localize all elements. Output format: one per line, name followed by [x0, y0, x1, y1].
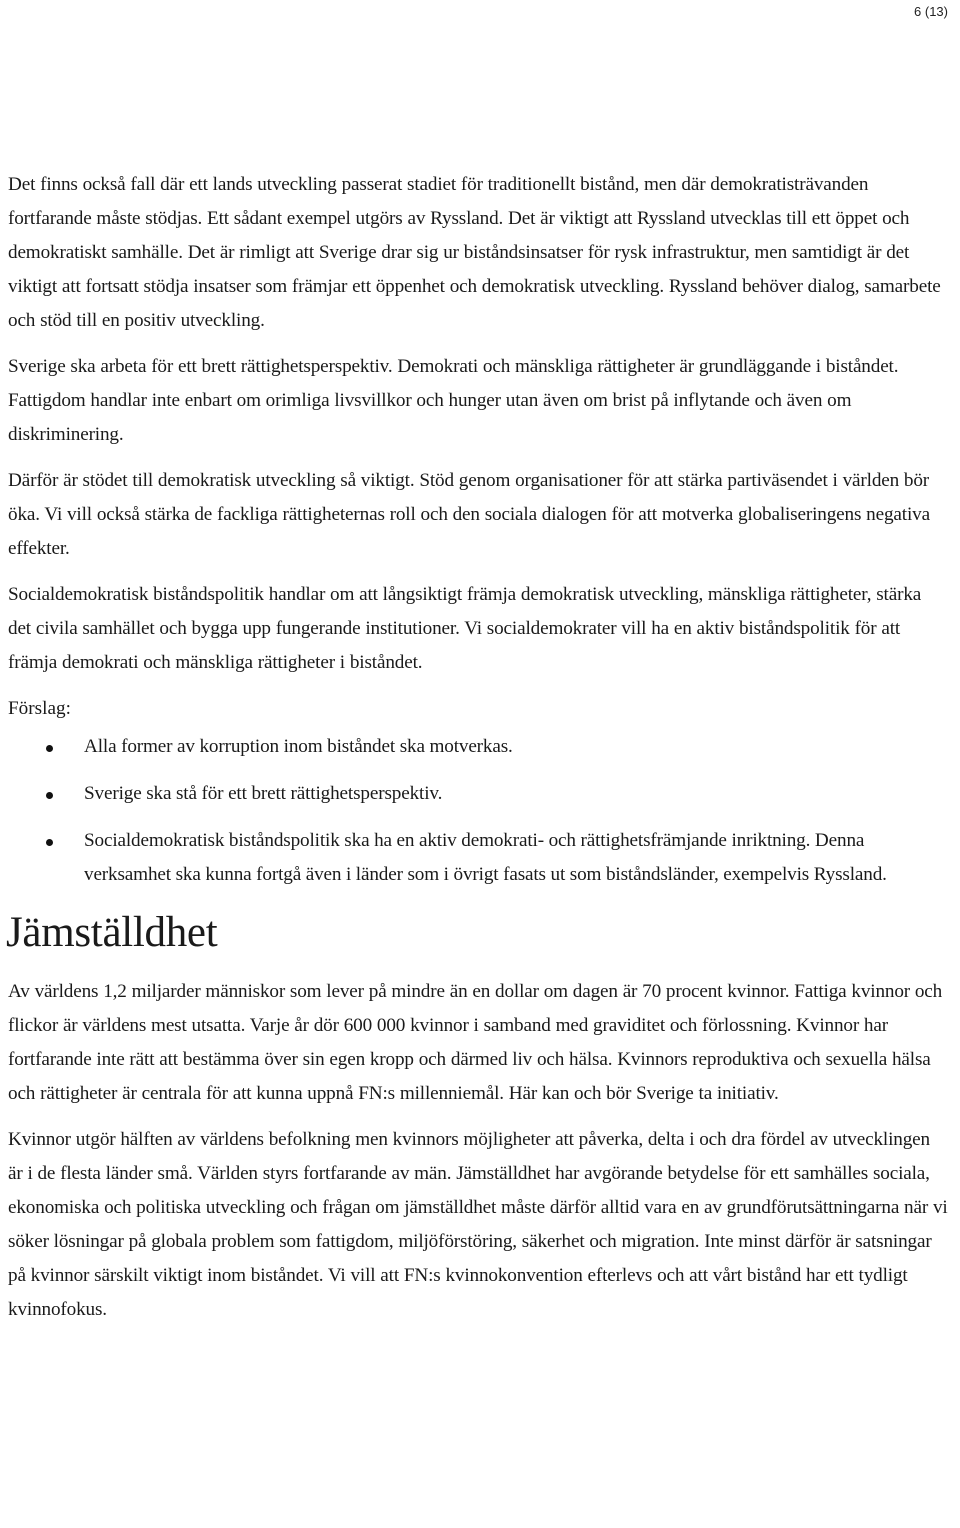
- bullet-icon: [46, 839, 53, 846]
- paragraph-democracy-support: Därför är stödet till demokratisk utveckling så viktigt. Stöd genom organisationer för att stärka partiväsendet i världen bör öka. Vi vill också stärka de fackliga rättigheternas roll och den sociala dialogen för att motverka globaliseringens negativa effekter.: [8, 470, 930, 559]
- document-body: [8, 168, 948, 1339]
- list-item: [8, 730, 948, 764]
- page-number: 6 (13): [914, 4, 948, 19]
- section-heading: Jämställdhet: [6, 909, 218, 956]
- list-item-text: Sverige ska stå för ett brett rättighetsperspektiv.: [84, 783, 443, 804]
- proposals-label: Förslag:: [8, 698, 71, 719]
- paragraph-social-democratic-policy: Socialdemokratisk biståndspolitik handlar om att långsiktigt främja demokratisk utveckling, mänskliga rättigheter, stärka det civila samhället och bygga upp fungerande institutioner. Vi socialdemokrater vill ha en aktiv biståndspolitik för att främja demokrati och mänskliga rättigheter i biståndet.: [8, 584, 922, 673]
- bullet-icon: [46, 745, 53, 752]
- list-item-text: Socialdemokratisk biståndspolitik ska ha en aktiv demokrati- och rättighetsfrämjande inriktning. Denna verksamhet ska kunna fortgå även i länder som i övrigt fasats ut som biståndsländer, exempelvis Ryssland.: [84, 830, 887, 885]
- paragraph-gender-equality: Kvinnor utgör hälften av världens befolkning men kvinnors möjligheter att påverka, delta i och dra fördel av utvecklingen är i de flesta länder små. Världen styrs fortfarande av män. Jämställdhet har avgörande betydelse för ett samhälles sociala, ekonomiska och politiska utveckling och frågan om jämställdhet måste därför alltid vara en av grundförutsättningarna när vi söker lösningar på globala problem som fattigdom, miljöförstöring, säkerhet och migration. Inte minst därför är satsningar på kvinnor särskilt viktigt inom biståndet. Vi vill att FN:s kvinnokonvention efterlevs och att vårt bistånd har ett tydligt kvinnofokus.: [8, 1129, 948, 1320]
- paragraph-women-poverty: Av världens 1,2 miljarder människor som lever på mindre än en dollar om dagen är 70 procent kvinnor. Fattiga kvinnor och flickor är världens mest utsatta. Varje år dör 600 000 kvinnor i samband med graviditet och förlossning. Kvinnor har fortfarande inte rätt att bestämma över sin egen kropp och därmed liv och hälsa. Kvinnors reproduktiva och sexuella hälsa och rättigheter är centrala för att kunna uppnå FN:s millenniemål. Här kan och bör Sverige ta initiativ.: [8, 981, 943, 1104]
- list-item: [8, 824, 948, 892]
- paragraph-russia: Det finns också fall där ett lands utveckling passerat stadiet för traditionellt bistånd, men där demokratisträvanden fortfarande måste stödjas. Ett sådant exempel utgörs av Ryssland. Det är viktigt att Ryssland utvecklas till ett öppet och demokratiskt samhälle. Det är rimligt att Sverige drar sig ur biståndsinsatser för rysk infrastruktur, men samtidigt är det viktigt att fortsatt stödja insatser som främjar ett öppenhet och demokratisk utveckling. Ryssland behöver dialog, samarbete och stöd till en positiv utveckling.: [8, 174, 941, 331]
- list-item: [8, 777, 948, 811]
- bullet-icon: [46, 792, 53, 799]
- list-item-text: Alla former av korruption inom biståndet ska motverkas.: [84, 736, 513, 757]
- proposals-list: [8, 730, 948, 892]
- paragraph-rights-perspective: Sverige ska arbeta för ett brett rättighetsperspektiv. Demokrati och mänskliga rättigheter är grundläggande i biståndet. Fattigdom handlar inte enbart om orimliga livsvillkor och hunger utan även om brist på inflytande och även om diskriminering.: [8, 356, 899, 445]
